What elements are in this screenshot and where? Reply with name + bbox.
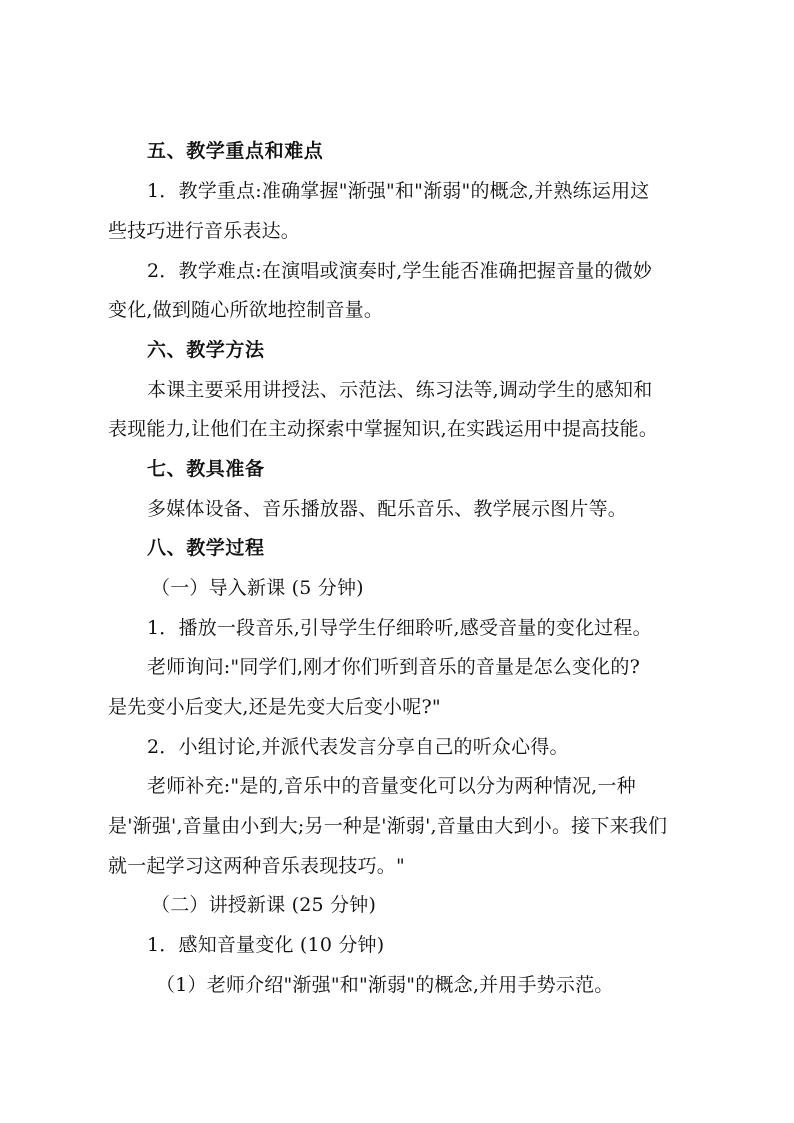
section-heading-methods: 六、教学方法 [147, 339, 265, 361]
section-heading-process: 八、教学过程 [147, 537, 265, 559]
paragraph-line: 就一起学习这两种音乐表现技巧。" [108, 855, 405, 877]
paragraph-line: 1．播放一段音乐,引导学生仔细聆听,感受音量的变化过程。 [147, 617, 652, 639]
paragraph-line: 本课主要采用讲授法、示范法、练习法等,调动学生的感知和 [147, 379, 653, 401]
section-heading-materials: 七、教具准备 [147, 458, 265, 480]
paragraph-line: 变化,做到随心所欲地控制音量。 [108, 299, 384, 321]
paragraph-line: （1）老师介绍"渐强"和"渐弱"的概念,并用手势示范。 [156, 974, 614, 996]
paragraph-line: 是先变小后变大,还是先变大后变小呢?" [108, 696, 441, 718]
subsection-heading: （二）讲授新课 (25 分钟) [151, 894, 377, 916]
subsection-heading: （一）导入新课 (5 分钟) [151, 577, 364, 599]
section-heading-key-points: 五、教学重点和难点 [147, 140, 324, 162]
paragraph-line: 多媒体设备、音乐播放器、配乐音乐、教学展示图片等。 [147, 498, 628, 520]
paragraph-line: 是'渐强',音量由小到大;另一种是'渐弱',音量由大到小。接下来我们 [108, 815, 668, 837]
paragraph-line: 表现能力,让他们在主动探索中掌握知识,在实践运用中提高技能。 [108, 418, 659, 440]
paragraph-line: 1．教学重点:准确掌握"渐强"和"渐弱"的概念,并熟练运用这 [147, 180, 650, 202]
paragraph-line: 2．教学难点:在演唱或演奏时,学生能否准确把握音量的微妙 [147, 260, 653, 282]
paragraph-line: 些技巧进行音乐表达。 [108, 220, 301, 242]
paragraph-line: 老师询问:"同学们,刚才你们听到音乐的音量是怎么变化的? [147, 656, 640, 678]
paragraph-line: 老师补充:"是的,音乐中的音量变化可以分为两种情况,一种 [147, 775, 636, 797]
paragraph-line: 2．小组讨论,并派代表发言分享自己的听众心得。 [147, 736, 569, 758]
paragraph-line: 1．感知音量变化 (10 分钟) [147, 934, 385, 956]
